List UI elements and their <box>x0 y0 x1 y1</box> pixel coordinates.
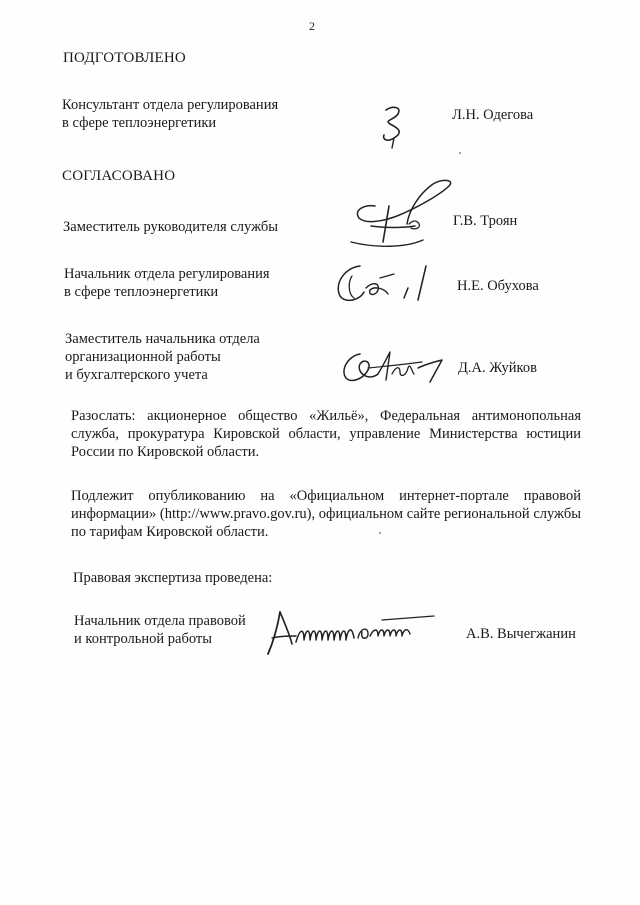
signer-zhuikov-position-line3: и бухгалтерского учета <box>65 367 208 383</box>
signature-zhuikov <box>338 344 453 386</box>
signer-obukhova-name: Н.Е. Обухова <box>457 278 539 294</box>
signer-obukhova-position-line1: Начальник отдела регулирования <box>64 266 270 282</box>
prepared-heading: ПОДГОТОВЛЕНО <box>63 50 186 66</box>
prepared-position-line1: Консультант отдела регулирования <box>62 97 279 113</box>
prepared-name: Л.Н. Одегова <box>452 107 534 123</box>
legal-review-position-line2: и контрольной работы <box>74 631 212 647</box>
legal-review-name: А.В. Вычегжанин <box>466 626 576 642</box>
distribution-paragraph: Разослать: акционерное общество «Жильё», Федеральная антимонопольная служба, прокуратура Кировской области, управление Министерства юстиции России по Кировской области. <box>71 408 581 460</box>
scan-speck <box>379 532 381 534</box>
signature-obukhova <box>330 258 435 310</box>
signer-troyan-name: Г.В. Троян <box>453 213 518 229</box>
signature-odegova <box>370 102 420 150</box>
prepared-position-line2: в сфере теплоэнергетики <box>62 115 217 131</box>
legal-review-position-line1: Начальник отдела правовой <box>74 613 246 629</box>
legal-review-heading: Правовая экспертиза проведена: <box>73 570 273 586</box>
signer-zhuikov-position-line1: Заместитель начальника отдела <box>65 331 260 347</box>
page-number: 2 <box>309 19 315 33</box>
signer-zhuikov-position-line2: организационной работы <box>65 349 221 365</box>
signer-obukhova-position-line2: в сфере теплоэнергетики <box>64 284 219 300</box>
publication-paragraph: Подлежит опубликованию на «Официальном интернет-портале правовой информации» (http://www.pravo.gov.ru), официальном сайте региональной службы по тарифам Кировской области. <box>71 488 581 540</box>
agreed-heading: СОГЛАСОВАНО <box>62 168 176 184</box>
scan-speck <box>459 152 461 154</box>
signature-vychegzhanin <box>262 602 442 662</box>
signature-troyan <box>345 176 460 256</box>
signer-troyan-position: Заместитель руководителя службы <box>63 219 279 235</box>
signer-zhuikov-name: Д.А. Жуйков <box>458 360 537 376</box>
